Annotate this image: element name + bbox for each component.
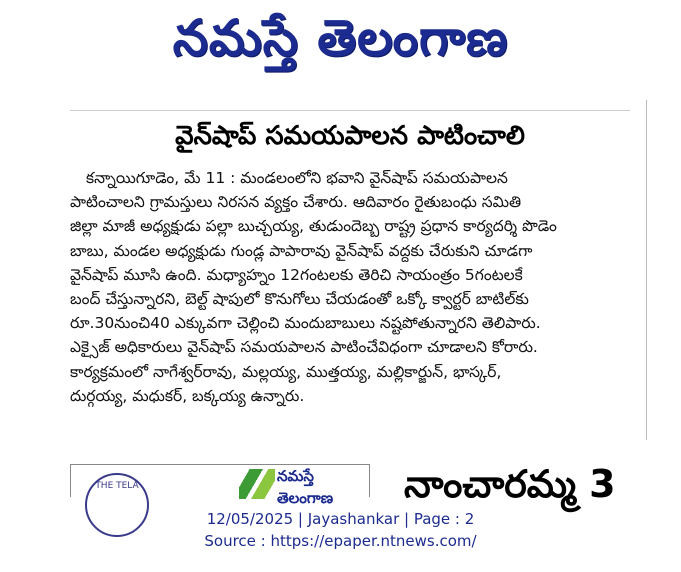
ad-logo: నమస్తే తెలంగాణ bbox=[277, 467, 334, 507]
article-line: పాటించాలని గ్రామస్తులు నిరసన వ్యక్తం చేశారు. ఆదివారం రైతుబంధు సమితి bbox=[70, 193, 522, 212]
next-headline-text: నాంచారమ్మ 3 bbox=[404, 462, 616, 506]
article-line: కన్నాయిగూడెం, మే 11 : మండలంలోని భవాని వైన్‌షాప్ సమయపాలన bbox=[86, 169, 508, 187]
article-line: బాబు, మండల అధ్యక్షుడు గుండ్ల పాపారావు వైన్‌షాప్ వద్దకు చేరుకుని చూడగా bbox=[70, 241, 533, 260]
article-line: వైన్‌షాప్ మూసి ఉంది. మధ్యాహ్నం 12గంటలకు తెరిచి సాయంత్రం 5గంటలకే bbox=[70, 265, 523, 284]
footer-source-line: Source : https://epaper.ntnews.com/ bbox=[204, 532, 477, 550]
masthead bbox=[0, 0, 681, 88]
article-line: రూ.30నుంచి40 ఎక్కువగా చెల్లించి మందుబాబులు నష్టపోతున్నారని తెలిపారు. bbox=[70, 314, 541, 333]
divider bbox=[70, 110, 630, 111]
footer-date-line: 12/05/2025 | Jayashankar | Page : 2 bbox=[206, 510, 475, 528]
article-body bbox=[70, 166, 630, 408]
seal-icon: THE TELA bbox=[85, 473, 149, 537]
article-headline: వైన్‌షాప్ సమయపాలన పాటించాలి bbox=[175, 121, 525, 151]
article-line: జిల్లా మాజీ అధ్యక్షుడు పల్లా బుచ్చయ్య, తుడుందెబ్బ రాష్ట్ర ప్రధాన కార్యదర్శి పొడెం bbox=[70, 217, 557, 236]
article-line: ఎక్సైజ్ అధికారులు వైన్‌షాప్ సమయపాలన పాటించేవిధంగా చూడాలని కోరారు. bbox=[70, 338, 538, 357]
column-divider bbox=[646, 100, 647, 440]
article-line: బంద్ చేస్తున్నారని, బెల్ట్ షాపులో కొనుగోలు చేయడంతో ఒక్కో క్వార్టర్ బాటిల్‌కు bbox=[70, 290, 529, 309]
article-line: దుర్గయ్య, మధుకర్, బక్కయ్య ఉన్నారు. bbox=[70, 386, 305, 405]
stripe-graphic bbox=[239, 469, 275, 499]
advertisement bbox=[70, 464, 370, 507]
next-article-headline bbox=[404, 462, 681, 506]
footer bbox=[0, 508, 681, 552]
article-line: కార్యక్రమంలో నాగేశ్వర్‌రావు, మల్లయ్య, ముత్తయ్య, మల్లికార్జున్, భాస్కర్, bbox=[70, 362, 502, 381]
previous-article-cutoff bbox=[70, 92, 630, 108]
newspaper-logo: నమస్తే తెలంగాణ bbox=[172, 8, 509, 67]
